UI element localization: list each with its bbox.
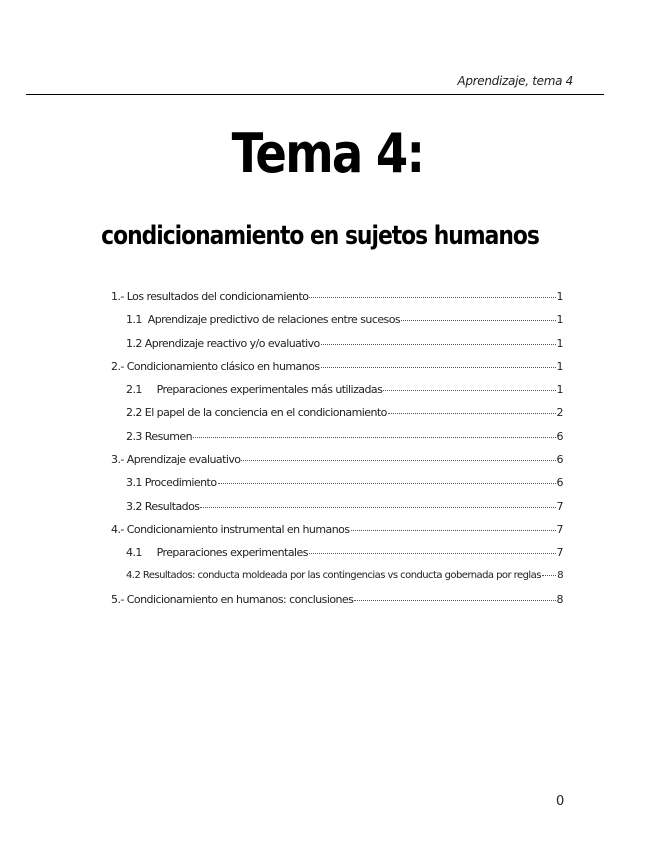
toc-leader-dots	[351, 530, 556, 531]
toc-entry-page: 1	[556, 313, 563, 327]
toc-entry-page: 1	[556, 359, 563, 373]
toc-leader-dots	[388, 413, 556, 414]
toc-entry-number: 3.-	[111, 453, 124, 467]
toc-entry-label: Los resultados del condicionamiento	[126, 290, 309, 303]
toc-entry-1-1[interactable]	[111, 313, 563, 336]
toc-entry-2[interactable]	[111, 360, 563, 383]
toc-entry-label: Aprendizaje reactivo y/o evaluativo	[144, 336, 320, 350]
toc-leader-dots	[309, 553, 556, 554]
toc-entry-5[interactable]	[111, 593, 563, 616]
toc-entry-number: 1.1	[126, 313, 142, 327]
toc-entry-page: 7	[556, 499, 563, 513]
toc-entry-number: 3.1	[126, 476, 142, 490]
toc-entry-number: 4.2	[126, 569, 141, 581]
page-title: Tema 4:	[231, 122, 424, 185]
toc-entry-page: 2	[556, 406, 563, 420]
toc-entry-number: 1.-	[111, 290, 124, 303]
toc-entry-label: Resultados	[144, 499, 200, 513]
toc-entry-4[interactable]	[111, 523, 563, 546]
toc-entry-page: 1	[556, 290, 563, 303]
toc-entry-2-1[interactable]	[111, 383, 563, 406]
toc-entry-number: 2.3	[126, 429, 142, 443]
toc-entry-number: 4.-	[111, 522, 124, 536]
toc-leader-dots	[383, 390, 555, 391]
toc-entry-4-1[interactable]	[111, 546, 563, 569]
toc-entry-number: 1.2	[126, 336, 142, 350]
toc-leader-dots	[354, 600, 555, 601]
toc-leader-dots	[241, 460, 555, 461]
toc-leader-dots	[218, 483, 556, 484]
toc-entry-page: 1	[556, 336, 563, 350]
toc-entry-label: Resultados: conducta moldeada por las contingencias vs conducta gobernada por reglas	[142, 569, 541, 581]
toc-entry-page: 6	[556, 453, 563, 467]
toc-entry-number: 2.1	[126, 383, 142, 397]
toc-entry-1[interactable]	[111, 290, 563, 313]
toc-entry-page: 6	[556, 429, 563, 443]
toc-leader-dots	[321, 367, 556, 368]
toc-entry-number: 5.-	[111, 592, 124, 606]
running-header: Aprendizaje, tema 4	[457, 74, 573, 88]
toc-entry-number: 4.1	[126, 546, 142, 560]
toc-leader-dots	[542, 575, 556, 576]
toc-entry-label: Procedimiento	[144, 476, 217, 490]
page-subtitle: condicionamiento en sujetos humanos	[101, 221, 539, 251]
toc-entry-3-1[interactable]	[111, 476, 563, 499]
toc-entry-label: Aprendizaje evaluativo	[126, 453, 241, 467]
toc-entry-number: 2.2	[126, 406, 142, 420]
toc-entry-page: 8	[557, 569, 563, 581]
toc-entry-label: El papel de la conciencia en el condicionamiento	[144, 406, 387, 420]
toc-leader-dots	[193, 437, 556, 438]
toc-leader-dots	[321, 344, 556, 345]
toc-entry-2-2[interactable]	[111, 406, 563, 429]
toc-entry-label: Preparaciones experimentales más utilizadas	[156, 383, 383, 397]
page-number: 0	[556, 794, 565, 809]
toc-entry-number: 3.2	[126, 499, 142, 513]
toc-entry-label: Condicionamiento instrumental en humanos	[126, 522, 350, 536]
toc-entry-page: 1	[556, 383, 563, 397]
toc-entry-1-2[interactable]	[111, 337, 563, 360]
toc-entry-4-2[interactable]	[111, 570, 563, 593]
table-of-contents	[111, 290, 563, 616]
toc-entry-3-2[interactable]	[111, 500, 563, 523]
toc-entry-label: Preparaciones experimentales	[156, 546, 308, 560]
header-rule	[26, 94, 604, 95]
toc-entry-page: 7	[556, 546, 563, 560]
toc-leader-dots	[401, 320, 555, 321]
toc-leader-dots	[309, 297, 555, 298]
toc-entry-label: Condicionamiento clásico en humanos	[126, 359, 320, 373]
toc-entry-3[interactable]	[111, 453, 563, 476]
toc-entry-label: Aprendizaje predictivo de relaciones entre sucesos	[147, 313, 401, 327]
toc-entry-page: 7	[556, 522, 563, 536]
toc-entry-label: Resumen	[144, 429, 193, 443]
toc-entry-page: 6	[556, 476, 563, 490]
toc-entry-label: Condicionamiento en humanos: conclusiones	[126, 592, 354, 606]
toc-entry-page: 8	[556, 592, 563, 606]
toc-leader-dots	[200, 507, 555, 508]
toc-entry-2-3[interactable]	[111, 430, 563, 453]
toc-entry-number: 2.-	[111, 359, 124, 373]
